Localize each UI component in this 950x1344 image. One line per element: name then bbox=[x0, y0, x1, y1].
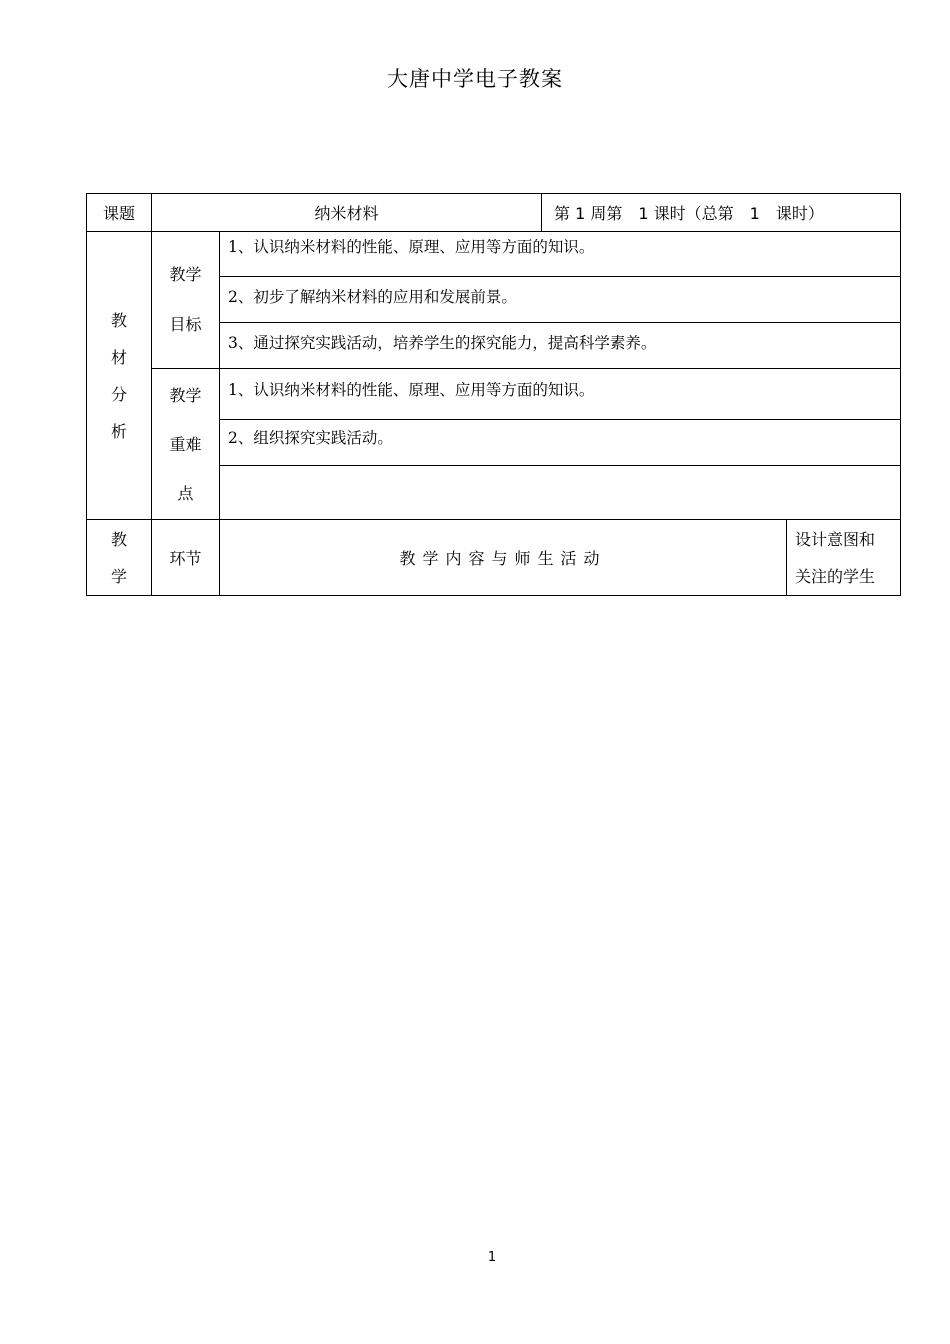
process-section-label bbox=[87, 520, 152, 596]
key-points-label bbox=[152, 369, 220, 520]
objectives-label-line: 教学 bbox=[169, 265, 202, 284]
key-point-item: 2、组织探究实践活动。 bbox=[220, 420, 901, 466]
design-label-line: 关注的学生 bbox=[795, 566, 876, 586]
stage-label: 环节 bbox=[152, 520, 220, 596]
objective-row bbox=[87, 232, 901, 277]
analysis-label-char: 材 bbox=[110, 347, 127, 367]
design-label-line: 设计意图和 bbox=[795, 529, 876, 549]
key-point-item: 1、认识纳米材料的性能、原理、应用等方面的知识。 bbox=[220, 369, 901, 420]
analysis-label-char: 分 bbox=[110, 384, 127, 404]
key-point-item bbox=[220, 466, 901, 520]
process-label-char: 学 bbox=[110, 566, 127, 586]
key-point-row bbox=[87, 369, 901, 420]
page-number: 1 bbox=[487, 1250, 497, 1265]
objective-item: 2、初步了解纳米材料的应用和发展前景。 bbox=[220, 277, 901, 323]
design-label bbox=[787, 520, 901, 596]
week-info: 第 1 周第 1 课时（总第 1 课时） bbox=[542, 194, 901, 232]
process-label-char: 教 bbox=[110, 529, 127, 549]
process-header-row bbox=[87, 520, 901, 596]
objectives-label-line: 目标 bbox=[169, 315, 202, 334]
key-points-label-line: 教学 bbox=[169, 385, 202, 405]
objective-item: 1、认识纳米材料的性能、原理、应用等方面的知识。 bbox=[220, 232, 901, 277]
key-points-label-line: 重难 bbox=[169, 434, 202, 454]
lesson-plan-table bbox=[86, 193, 901, 596]
analysis-label-char: 析 bbox=[110, 421, 127, 441]
objectives-label bbox=[152, 232, 220, 369]
key-points-label-line: 点 bbox=[177, 483, 194, 503]
objective-item: 3、通过探究实践活动，培养学生的探究能力，提高科学素养。 bbox=[220, 323, 901, 369]
topic-value: 纳米材料 bbox=[152, 194, 542, 232]
page-title: 大唐中学电子教案 bbox=[387, 67, 563, 91]
topic-label: 课题 bbox=[87, 194, 152, 232]
analysis-label-char: 教 bbox=[110, 310, 127, 330]
content-label: 教学内容与师生活动 bbox=[220, 520, 787, 596]
analysis-section-label bbox=[87, 232, 152, 520]
topic-row bbox=[87, 194, 901, 232]
